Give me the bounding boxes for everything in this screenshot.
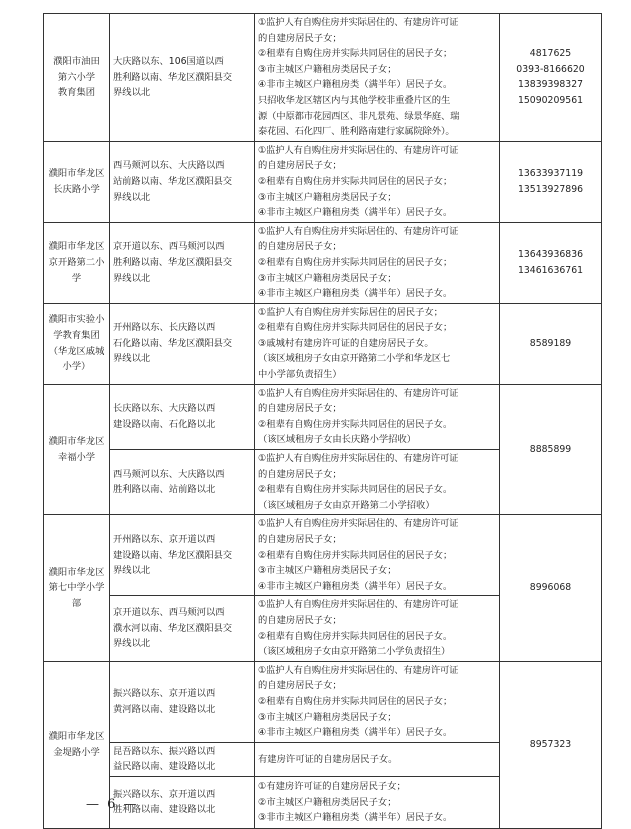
school-name-cell: 濮阳市华龙区 长庆路小学 (44, 141, 110, 222)
eligibility-cell: ①监护人有自购住房并实际居住的、有建房许可证 的自建房居民子女； ②租辈有自购住房并实际共同居住的居民子女； ③市主城区户籍租房类居民子女； ④非市主城区户籍租房类（满半年）居民子女。 (255, 661, 500, 742)
enrollment-area-cell: 开州路以东、长庆路以西 石化路以南、华龙区濮阳县交 界线以北 (110, 303, 255, 384)
page-number: — 6 — (86, 797, 139, 812)
contact-phone-cell: 8996068 (500, 515, 602, 661)
contact-phone-cell: 4817625 0393-8166620 13839398327 15090209561 (500, 14, 602, 142)
enrollment-area-cell: 京开道以东、西马颊河以西 胜利路以南、华龙区濮阳县交 界线以北 (110, 222, 255, 303)
enrollment-area-cell: 西马颊河以东、大庆路以西 胜利路以南、站前路以北 (110, 450, 255, 515)
eligibility-cell: ①监护人有自购住房并实际居住的、有建房许可证 的自建房居民子女； ②租辈有自购住房并实际共同居住的居民子女； ③市主城区户籍租房类居民子女； ④非市主城区户籍租房类（满半年）居民子女。 只招收华龙区辖区内与其他学校非重叠片区的生 源（中原都市花园西区、非凡景苑、绿景华庭、瑞 泰花园、石化四厂、胜利路南建行家属院除外）。 (255, 14, 500, 142)
eligibility-cell: ①监护人有自购住房并实际居住的、有建房许可证 的自建房居民子女； ②租辈有自购住房并实际共同居住的居民子女。 （该区域租房子女由长庆路小学招收） (255, 384, 500, 449)
enrollment-area-cell: 大庆路以东、106国道以西 胜利路以南、华龙区濮阳县交 界线以北 (110, 14, 255, 142)
eligibility-cell: ①有建房许可证的自建房居民子女； ②市主城区户籍租房类居民子女； ③非市主城区户籍租房类（满半年）居民子女。 (255, 776, 500, 828)
table-row (44, 384, 602, 449)
enrollment-area-cell: 昆吾路以东、振兴路以西 益民路以南、建设路以北 (110, 742, 255, 776)
enrollment-table (43, 13, 602, 829)
school-name-cell: 濮阳市华龙区 金堤路小学 (44, 661, 110, 828)
table-row (44, 222, 602, 303)
table-row (44, 661, 602, 742)
eligibility-cell: ①监护人有自购住房并实际居住的、有建房许可证 的自建房居民子女； ②租辈有自购住房并实际共同居住的居民子女。 （该区域租房子女由京开路第二小学招收） (255, 450, 500, 515)
table-row (44, 141, 602, 222)
contact-phone-cell: 13643936836 13461636761 (500, 222, 602, 303)
eligibility-cell: 有建房许可证的自建房居民子女。 (255, 742, 500, 776)
contact-phone-cell: 8957323 (500, 661, 602, 828)
enrollment-area-cell: 开州路以东、京开道以西 建设路以南、华龙区濮阳县交 界线以北 (110, 515, 255, 596)
table-row (44, 14, 602, 142)
contact-phone-cell: 8589189 (500, 303, 602, 384)
eligibility-cell: ①监护人有自购住房并实际居住的、有建房许可证 的自建房居民子女； ②租辈有自购住房并实际共同居住的居民子女； ③市主城区户籍租房类居民子女； ④非市主城区户籍租房类（满半年）居民子女。 (255, 515, 500, 596)
enrollment-area-cell: 振兴路以东、京开道以西 黄河路以南、建设路以北 (110, 661, 255, 742)
school-name-cell: 濮阳市实验小 学教育集团 （华龙区戚城 小学） (44, 303, 110, 384)
enrollment-area-cell: 振兴路以东、京开道以西 胜利路以南、建设路以北 (110, 776, 255, 828)
eligibility-cell: ①监护人有自购住房并实际居住的、有建房许可证 的自建房居民子女； ②租辈有自购住房并实际共同居住的居民子女； ③市主城区户籍租房类居民子女； ④非市主城区户籍租房类（满半年）居民子女。 (255, 222, 500, 303)
contact-phone-cell: 13633937119 13513927896 (500, 141, 602, 222)
school-name-cell: 濮阳市华龙区 幸福小学 (44, 384, 110, 515)
enrollment-area-cell: 京开道以东、西马颊河以西 濮水河以南、华龙区濮阳县交 界线以北 (110, 596, 255, 661)
enrollment-area-cell: 长庆路以东、大庆路以西 建设路以南、石化路以北 (110, 384, 255, 449)
table-row (44, 303, 602, 384)
table-row (44, 515, 602, 596)
eligibility-cell: ①监护人有自购住房并实际居住的、有建房许可证 的自建房居民子女； ②租辈有自购住房并实际共同居住的居民子女。 （该区域租房子女由京开路第二小学负责招生） (255, 596, 500, 661)
contact-phone-cell: 8885899 (500, 384, 602, 515)
enrollment-area-cell: 西马颊河以东、大庆路以西 站前路以南、华龙区濮阳县交 界线以北 (110, 141, 255, 222)
school-name-cell: 濮阳市华龙区 第七中学小学 部 (44, 515, 110, 661)
school-name-cell: 濮阳市油田 第六小学 教育集团 (44, 14, 110, 142)
school-name-cell: 濮阳市华龙区 京开路第二小 学 (44, 222, 110, 303)
eligibility-cell: ①监护人有自购住房并实际居住的、有建房许可证 的自建房居民子女； ②租辈有自购住房并实际共同居住的居民子女； ③市主城区户籍租房类居民子女； ④非市主城区户籍租房类（满半年）居民子女。 (255, 141, 500, 222)
eligibility-cell: ①监护人有自购住房并实际居住的居民子女； ②租辈有自购住房并实际共同居住的居民子女； ③戚城村有建房许可证的自建房居民子女。 （该区域租房子女由京开路第二小学和华龙区七 中小学部负责招生） (255, 303, 500, 384)
